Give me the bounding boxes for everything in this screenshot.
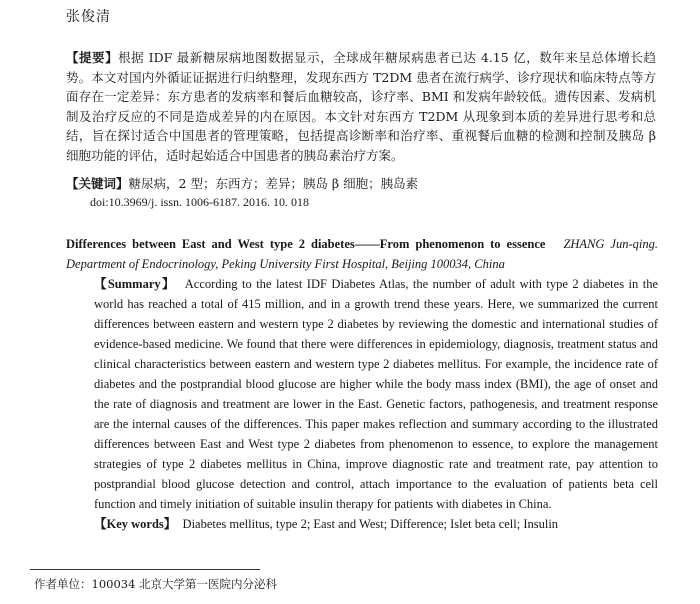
- english-abstract: [66, 234, 658, 534]
- english-keywords: [66, 514, 658, 534]
- summary-label: 【Summary】: [94, 277, 176, 291]
- footnote-affiliation: 作者单位：100034 北京大学第一医院内分泌科: [34, 577, 278, 591]
- english-title-line: [66, 234, 658, 274]
- summary-text: According to the latest IDF Diabetes Atlas, the number of adult with type 2 diabetes in the world has reached a total of 415 million, and in a growth trend these years. Here, we summarized the current differences between eastern and western type 2 diabetes by reviewing the domestic and international studies of evidence-based medicine. We found that there were differences in epidemiology, diagnosis, treatment status and clinical characteristics between eastern and western type 2 diabetes mellitus. For example, the incidence rate of diabetes and the postprandial blood glucose are higher while the body mass index (BMI), the age of onset and the rate of diagnosis and treatment are lower in the East. Genetic factors, pathogenesis, and treatment response are the internal causes of the differences. This paper makes reflection and summary according to the illustrated differences between East and West type 2 diabetes from phenomenon to essence, to explore the management strategies of type 2 diabetes mellitus in China, improve diagnostic rate and treatment rate, pay attention to postprandial blood glucose detection and control, attach importance to the evaluation of patients beta cell function and timely initiation of suitable insulin therapy for patients with diabetes in China.: [94, 277, 658, 511]
- english-summary: [66, 274, 658, 514]
- english-title: Differences between East and West type 2 diabetes——From phenomenon to essence: [66, 237, 546, 251]
- keywords-en-text: Diabetes mellitus, type 2; East and West; Difference; Islet beta cell; Insulin: [182, 517, 559, 531]
- abstract-cn: [66, 48, 656, 165]
- abstract-cn-label: 【提要】: [66, 50, 119, 65]
- keywords-cn-text: 糖尿病，2 型；东西方；差异；胰岛 β 细胞；胰岛素: [128, 176, 419, 191]
- abstract-cn-text: 根据 IDF 最新糖尿病地图数据显示，全球成年糖尿病患者已达 4.15 亿，数年来呈总体增长趋势。本文对国内外循证证据进行归纳整理，发现东西方 T2DM 患者在流行病学、诊疗现状和临床特点等方面存在一定差异：东方患者的发病率和餐后血糖较高，诊疗率、BMI 和发病年龄较低。遗传因素、发病机制及治疗反应的不同是造成差异的内在原因。本文针对东西方 T2DM 从现象到本质的差异进行思考和总结，旨在探讨适合中国患者的管理策略，包括提高诊断率和治疗率、重视餐后血糖的检测和控制及胰岛 β 细胞功能的评估，适时起始适合中国患者的胰岛素治疗方案。: [66, 50, 656, 163]
- keywords-cn-label: 【关键词】: [66, 176, 129, 191]
- footnote-rule: [30, 569, 260, 570]
- keywords-cn: [66, 174, 656, 192]
- author-name-cn: 张俊清: [66, 9, 111, 25]
- doi: doi:10.3969/j. issn. 1006-6187. 2016. 10. 018: [90, 195, 310, 209]
- keywords-en-label: 【Key words】: [94, 517, 177, 531]
- english-affiliation: ZHANG Jun-qing. Department of Endocrinology, Peking University First Hospital, Beijing 100034, China: [66, 237, 658, 271]
